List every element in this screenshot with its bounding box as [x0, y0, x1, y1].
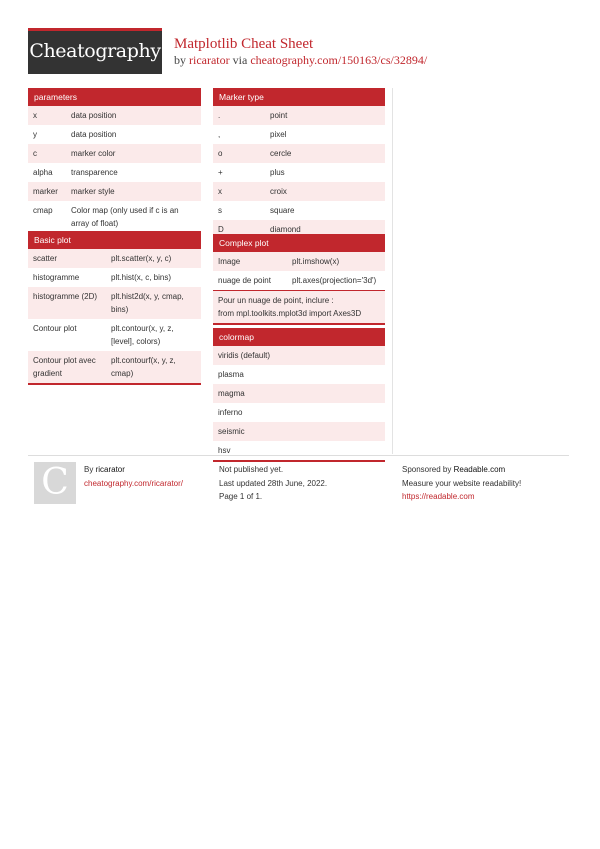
footer-author-link[interactable]: cheatography.com/ricarator/ — [84, 478, 184, 488]
param-desc: marker color — [66, 144, 201, 163]
plot-code: plt.scatter(x, y, c) — [106, 249, 201, 268]
param-desc: marker style — [66, 182, 201, 201]
author-avatar[interactable] — [34, 462, 76, 504]
marker-desc: diamond — [265, 220, 385, 240]
colormap-name: viridis (default) — [213, 346, 385, 365]
marker-code: . — [213, 106, 265, 125]
marker-desc: square — [270, 206, 295, 215]
marker-code: D — [213, 220, 265, 240]
plot-code: plt.imshow(x) — [287, 252, 385, 271]
table-row — [28, 351, 201, 384]
table-row — [28, 319, 201, 351]
marker-type-table — [213, 106, 385, 241]
section-header: Marker type — [213, 88, 385, 106]
table-row — [28, 249, 201, 268]
plot-name: histogramme (2D) — [28, 287, 106, 319]
sponsor-tagline: Measure your website readability! — [402, 478, 522, 488]
table-row — [213, 144, 385, 163]
colormap-name: hsv — [218, 446, 231, 455]
param-name: c — [28, 144, 66, 163]
page-title: Matplotlib Cheat Sheet — [174, 36, 314, 52]
table-row — [28, 287, 201, 319]
table-row — [213, 125, 385, 144]
table-row — [213, 182, 385, 201]
sponsor-name[interactable]: Readable.com — [453, 465, 506, 474]
cheatography-logo[interactable] — [28, 28, 162, 74]
plot-name: histogramme — [33, 273, 80, 282]
param-desc: data position — [71, 130, 117, 139]
table-row — [213, 403, 385, 422]
footer-author-name[interactable]: ricarator — [95, 465, 125, 474]
table-row — [213, 422, 385, 441]
param-name: y — [33, 130, 37, 139]
basic-plot-section — [28, 231, 201, 385]
table-row — [213, 106, 385, 125]
plot-code: plt.hist2d(x, y, cmap, bins) — [106, 287, 201, 319]
table-row — [213, 271, 385, 291]
footer-meta — [219, 463, 327, 504]
colormap-name: seismic — [213, 422, 385, 441]
byline — [174, 53, 427, 68]
marker-desc: cercle — [265, 144, 385, 163]
plot-name: Contour plot avec gradient — [28, 351, 106, 384]
plot-code: plt.contour(x, y, z, [level], colors) — [111, 324, 174, 346]
published-status: Not published yet. — [219, 465, 284, 474]
marker-code: s — [218, 206, 222, 215]
table-row — [213, 163, 385, 182]
plot-name: Image — [213, 252, 287, 271]
section-header: colormap — [213, 328, 385, 346]
table-row — [213, 441, 385, 461]
marker-desc: point — [265, 106, 385, 125]
param-name: x — [28, 106, 66, 125]
table-row — [28, 201, 201, 234]
table-row — [28, 182, 201, 201]
plot-name: scatter — [28, 249, 106, 268]
param-desc: data position — [66, 106, 201, 125]
table-row — [213, 201, 385, 220]
byline-via: via — [232, 53, 248, 67]
param-name: alpha — [33, 168, 53, 177]
plot-name: Contour plot — [33, 324, 77, 333]
section-header: Complex plot — [213, 234, 385, 252]
section-header: Basic plot — [28, 231, 201, 249]
plot-code: plt.hist(x, c, bins) — [111, 273, 172, 282]
marker-code: + — [218, 168, 223, 177]
colormap-name: plasma — [218, 370, 244, 379]
author-link[interactable]: ricarator — [189, 53, 230, 67]
table-row — [28, 268, 201, 287]
plot-name: nuage de point — [218, 276, 271, 285]
param-desc: Color map (only used if c is an array of float) — [71, 206, 179, 228]
section-header: parameters — [28, 88, 201, 106]
table-row — [28, 125, 201, 144]
marker-code: o — [213, 144, 265, 163]
param-name: cmap — [33, 206, 53, 215]
plot-code: plt.contourf(x, y, z, cmap) — [106, 351, 201, 384]
byline-by: by — [174, 53, 186, 67]
marker-type-section — [213, 88, 385, 241]
sheet-url-link[interactable]: cheatography.com/150163/cs/32894/ — [250, 53, 428, 67]
parameters-section — [28, 88, 201, 235]
table-row — [28, 163, 201, 182]
marker-desc: croix — [265, 182, 385, 201]
last-updated: Last updated 28th June, 2022. — [219, 478, 328, 488]
colormap-name: inferno — [218, 408, 243, 417]
table-row — [28, 144, 201, 163]
footer-author — [84, 463, 183, 490]
marker-desc: plus — [270, 168, 285, 177]
logo-text: Cheatography — [29, 40, 161, 62]
param-desc: transparence — [71, 168, 118, 177]
complex-plot-section — [213, 234, 385, 325]
colormap-name: magma — [213, 384, 385, 403]
table-row — [213, 346, 385, 365]
table-row — [213, 384, 385, 403]
footer-by: By — [84, 465, 94, 474]
avatar-letter: C — [41, 462, 69, 503]
sponsor-prefix: Sponsored by — [402, 465, 452, 474]
column-divider — [392, 88, 393, 454]
parameters-table — [28, 106, 201, 235]
colormap-section — [213, 328, 385, 462]
table-row — [28, 106, 201, 125]
marker-code: , — [218, 130, 221, 139]
footer-sponsor — [402, 463, 521, 504]
table-row — [213, 365, 385, 384]
marker-desc: pixel — [270, 130, 287, 139]
sponsor-link[interactable]: https://readable.com — [402, 492, 475, 501]
complex-plot-table — [213, 252, 385, 291]
marker-code: x — [213, 182, 265, 201]
basic-plot-table — [28, 249, 201, 385]
param-name: marker — [28, 182, 66, 201]
footer-divider — [28, 455, 569, 456]
note-line: Pour un nuage de point, inclure : — [218, 296, 334, 305]
colormap-table — [213, 346, 385, 462]
complex-plot-note — [213, 291, 385, 325]
note-line: from mpl.toolkits.mplot3d import Axes3D — [218, 309, 362, 318]
plot-code: plt.axes(projection='3d') — [292, 276, 377, 285]
page-number: Page 1 of 1. — [219, 492, 263, 501]
table-row — [213, 252, 385, 271]
